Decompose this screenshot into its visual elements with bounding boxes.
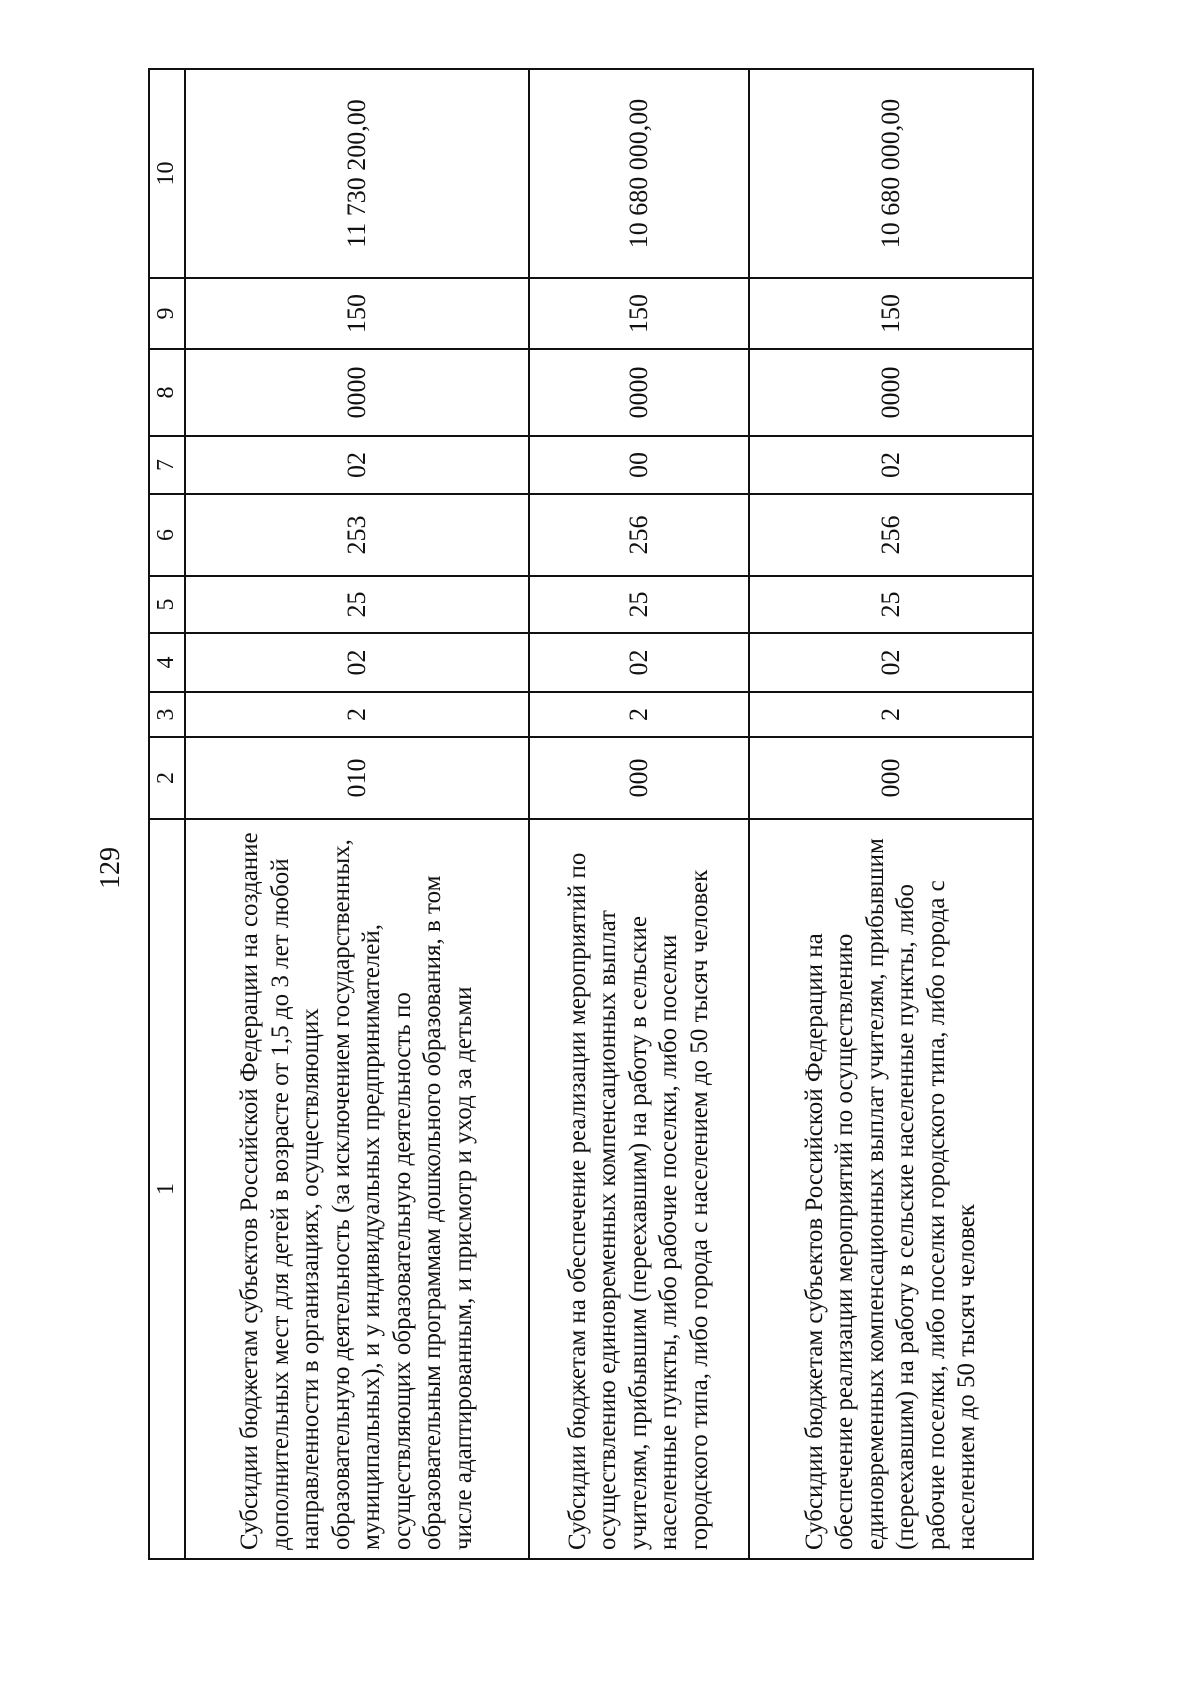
code-cell: 25 (185, 576, 529, 633)
budget-table-wrapper (148, 70, 1032, 1560)
header-cell-9: 9 (149, 278, 185, 349)
header-row (149, 69, 185, 1559)
code-cell: 2 (529, 692, 749, 737)
code-cell: 02 (749, 633, 1033, 692)
header-cell-8: 8 (149, 349, 185, 436)
code-cell: 0000 (749, 349, 1033, 436)
code-cell: 000 (749, 737, 1033, 819)
amount-cell: 10 680 000,00 (749, 69, 1033, 278)
code-cell: 00 (529, 436, 749, 494)
header-cell-2: 2 (149, 737, 185, 819)
table-row (749, 69, 1033, 1559)
code-cell: 2 (749, 692, 1033, 737)
code-cell: 256 (529, 494, 749, 576)
code-cell: 0000 (185, 349, 529, 436)
code-cell: 150 (185, 278, 529, 349)
code-cell: 02 (529, 633, 749, 692)
header-cell-7: 7 (149, 436, 185, 494)
amount-cell: 11 730 200,00 (185, 69, 529, 278)
header-cell-4: 4 (149, 633, 185, 692)
header-cell-5: 5 (149, 576, 185, 633)
header-cell-3: 3 (149, 692, 185, 737)
code-cell: 02 (185, 436, 529, 494)
code-cell: 150 (529, 278, 749, 349)
amount-cell: 10 680 000,00 (529, 69, 749, 278)
code-cell: 150 (749, 278, 1033, 349)
code-cell: 000 (529, 737, 749, 819)
header-cell-1: 1 (149, 819, 185, 1559)
row-description: Субсидии бюджетам на обеспечение реализации мероприятий по осуществлению единовременных компенсационных выплат учителям, прибывшим (переехавшим) на работу в сельские населенные пункты, либо рабочие поселки, либо поселки городского типа, либо города с населением до 50 тысяч человек (529, 819, 749, 1559)
table-row (185, 69, 529, 1559)
budget-table (148, 68, 1034, 1560)
header-cell-10: 10 (149, 69, 185, 278)
code-cell: 2 (185, 692, 529, 737)
header-cell-6: 6 (149, 494, 185, 576)
row-description: Субсидии бюджетам субъектов Российской Федерации на обеспечение реализации мероприятий по осуществлению единовременных компенсационных выплат учителям, прибывшим (переехавшим) на работу в сельские населенные пункты, либо рабочие поселки, либо поселки городского типа, либо города с населением до 50 тысяч человек (749, 819, 1033, 1559)
row-description: Субсидии бюджетам субъектов Российской Федерации на создание дополнительных мест для детей в возрасте от 1,5 до 3 лет любой направленности в организациях, осуществляющих образовательную деятельность (за исключением государственных, муниципальных), и у индивидуальных предпринимателей, осуществляющих образовательную деятельность по образовательным программам дошкольного образования, в том числе адаптированным, и присмотр и уход за детьми (185, 819, 529, 1559)
code-cell: 256 (749, 494, 1033, 576)
code-cell: 02 (185, 633, 529, 692)
code-cell: 0000 (529, 349, 749, 436)
code-cell: 010 (185, 737, 529, 819)
code-cell: 253 (185, 494, 529, 576)
code-cell: 25 (749, 576, 1033, 633)
code-cell: 02 (749, 436, 1033, 494)
page-number: 129 (95, 847, 126, 889)
code-cell: 25 (529, 576, 749, 633)
table-row (529, 69, 749, 1559)
